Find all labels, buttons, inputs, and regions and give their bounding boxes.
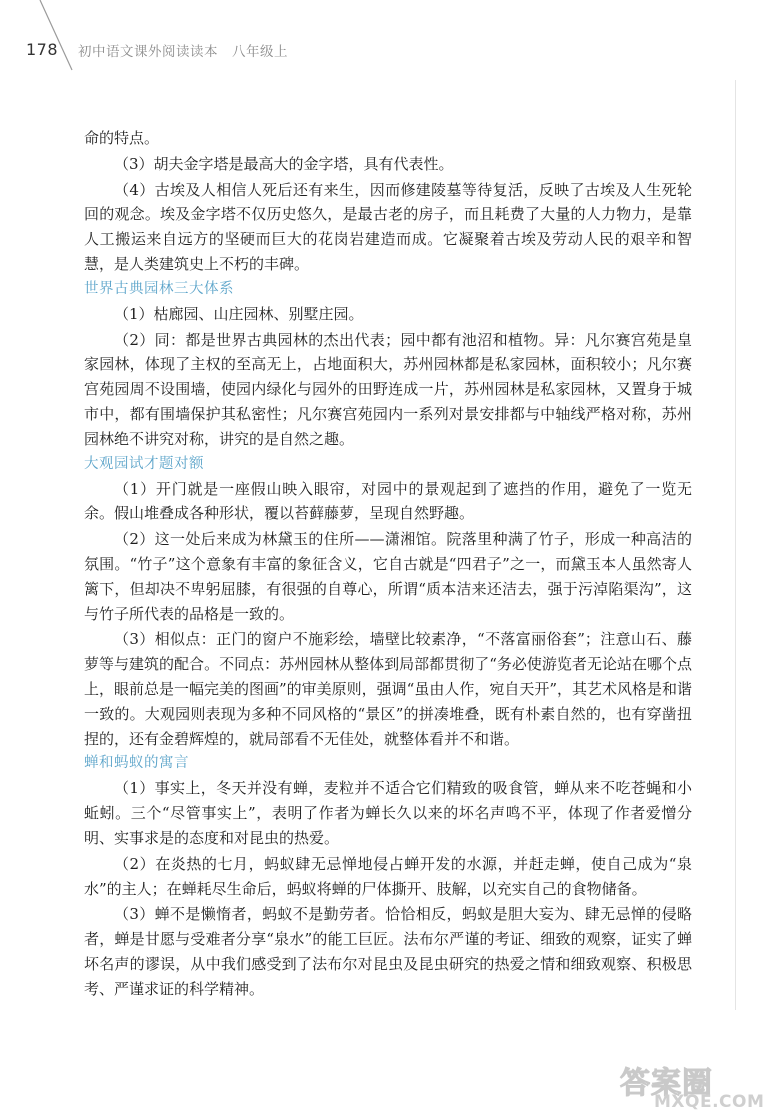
watermark-url: MXQE.COM xyxy=(654,1092,764,1112)
margin-rule xyxy=(735,80,736,1010)
header-diagonal-line xyxy=(0,0,80,75)
paragraph: （2）在炎热的七月，蚂蚁肆无忌惮地侵占蝉开发的水源，并赶走蝉，使自己成为“泉水”的主人；在蝉耗尽生命后，蚂蚁将蝉的尸体撕开、肢解，以充实自己的食物储备。 xyxy=(84,854,692,898)
paragraph: （1）枯廊园、山庄园林、别墅庄园。 xyxy=(114,304,364,323)
page-body xyxy=(84,126,692,1003)
paragraph: （3）蝉不是懒惰者，蚂蚁不是勤劳者。恰恰相反，蚂蚁是胆大妄为、肆无忌惮的侵略者，蝉是甘愿与受难者分享“泉水”的能工巨匠。法布尔严谨的考证、细致的观察，证实了蝉坏名声的谬误，从中我们感受到了法布尔对昆虫及昆虫研究的热爱之情和细致观察、积极思考、严谨求证的科学精神。 xyxy=(84,905,692,998)
watermark-logo xyxy=(612,1056,764,1116)
section-heading: 蝉和蚂蚁的寓言 xyxy=(84,755,189,772)
page-number: 178 xyxy=(26,40,59,59)
page-header xyxy=(0,0,750,70)
paragraph: 命的特点。 xyxy=(84,129,160,147)
watermark-text: 答案圈 xyxy=(620,1066,713,1101)
book-title: 初中语文课外阅读读本 八年级上 xyxy=(78,44,288,60)
paragraph: （2）同：都是世界古典园林的杰出代表；园中都有池沼和植物。异：凡尔赛宫苑是皇家园林，体现了主权的至高无上，占地面积大，苏州园林都是私家园林，面积较小；凡尔赛宫苑园周不设围墙，使园内绿化与园外的田野连成一片，苏州园林是私家园林，又置身于城市中，都有围墙保护其私密性；凡尔赛宫苑园内一系列对景安排都与中轴线严格对称，苏州园林绝不讲究对称，讲究的是自然之趣。 xyxy=(84,330,692,448)
section-heading: 大观园试才题对额 xyxy=(84,455,204,472)
paragraph: （4）古埃及人相信人死后还有来生，因而修建陵墓等待复活，反映了古埃及人生死轮回的观念。埃及金字塔不仅历史悠久，是最古老的房子，而且耗费了大量的人力物力，是靠人工搬运来自远方的坚硬而巨大的花岗岩建造而成。它凝聚着古埃及劳动人民的艰辛和智慧，是人类建筑史上不朽的丰碑。 xyxy=(84,180,692,273)
paragraph: （1）开门就是一座假山映入眼帘，对园中的景观起到了遮挡的作用，避免了一览无余。假山堆叠成各种形状，覆以苔藓藤萝，呈现自然野趣。 xyxy=(84,479,692,523)
paragraph: （2）这一处后来成为林黛玉的住所——潇湘馆。院落里种满了竹子，形成一种高洁的氛围。“竹子”这个意象有丰富的象征含义，它自古就是“四君子”之一，而黛玉本人虽然寄人篱下，但却决不卑躬屈膝，有很强的自尊心，所谓“质本洁来还洁去，强于污淖陷渠沟”，这与竹子所代表的品格是一致的。 xyxy=(84,530,692,623)
paragraph: （3）相似点：正门的窗户不施彩绘，墙壁比较素净，“不落富丽俗套”；注意山石、藤萝等与建筑的配合。不同点：苏州园林从整体到局部都贯彻了“务必使游览者无论站在哪个点上，眼前总是一幅完美的图画”的审美原则，强调“虽由人作，宛自天开”，其艺术风格是和谐一致的。大观园则表现为多种不同风格的“景区”的拼凑堆叠，既有朴素自然的，也有穿凿扭捏的，还有金碧辉煌的，就局部看不无佳处，就整体看并不和谐。 xyxy=(84,630,693,748)
paragraph: （3）胡夫金字塔是最高大的金字塔，具有代表性。 xyxy=(114,154,454,173)
paragraph: （1）事实上，冬天并没有蝉，麦粒并不适合它们精致的吸食管，蝉从来不吃苍蝇和小蚯蚓。三个“尽管事实上”，表明了作者为蝉长久以来的坏名声鸣不平，体现了作者爱憎分明、实事求是的态度和对昆虫的热爱。 xyxy=(84,779,692,847)
section-heading: 世界古典园林三大体系 xyxy=(84,280,234,297)
